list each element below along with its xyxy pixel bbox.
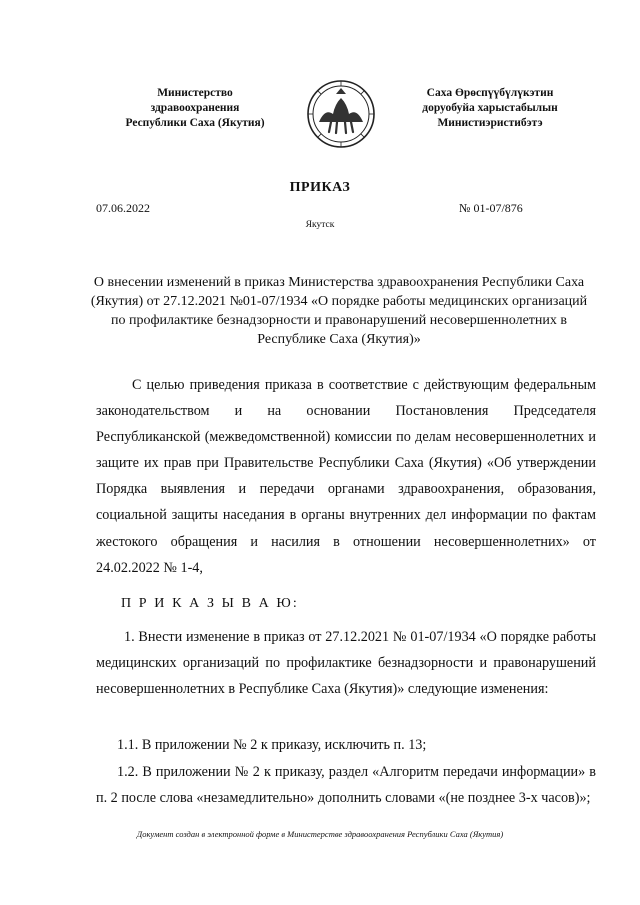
- header-line: Министерство: [157, 87, 233, 99]
- header-line: Республики Саха (Якутия): [125, 117, 265, 129]
- order-date: 07.06.2022: [96, 201, 150, 215]
- coat-of-arms-emblem: [305, 78, 377, 150]
- header-ministry-ru: [110, 86, 280, 131]
- order-city: Якутск: [305, 220, 335, 230]
- preamble-paragraph: С целью приведения приказа в соответствие с действующим федеральным законодательством и на основании Постановления Председателя Республиканской (межведомственной) комиссии по делам несовершеннолетних и защите их прав при Правительстве Республики Саха (Якутия) «Об утверждении Порядка выявления и передачи органами здравоохранения, образования, социальной защиты наседания в органы внутренних дел информации по фактам жестокого обращения и насилия в отношении несовершеннолетних» от 24.02.2022 № 1-4,: [96, 377, 596, 576]
- directive-heading: П Р И К А З Ы В А Ю:: [121, 596, 299, 611]
- header-ministry-sakha: [405, 86, 575, 131]
- header-line: доруобуйа харыстабылын: [422, 102, 558, 114]
- item-1-paragraph: 1. Внести изменение в приказ от 27.12.2021 № 01-07/1934 «О порядке работы медицинских организаций по профилактике безнадзорности и правонарушений несовершеннолетних в Республике Саха (Якутия)» следующие изменения:: [96, 629, 596, 698]
- item-1-1-paragraph: 1.1. В приложении № 2 к приказу, исключить п. 13;: [117, 737, 427, 753]
- header-line: Министиэристибэтэ: [437, 117, 543, 129]
- order-subject: О внесении изменений в приказ Министерства здравоохранения Республики Саха (Якутия) от 27.12.2021 №01-07/1934 «О порядке работы медицинских организаций по профилактике безнадзорности и правонарушений несовершеннолетних в Республике Саха (Якутия)»: [90, 275, 588, 347]
- order-number: № 01-07/876: [459, 201, 523, 215]
- header-line: здравоохранения: [150, 102, 240, 114]
- item-1-2-paragraph: 1.2. В приложении № 2 к приказу, раздел «Алгоритм передачи информации» в п. 2 после слова «незамедлительно» дополнить словами «(не позднее 3-х часов)»;: [96, 764, 596, 807]
- order-title: ПРИКАЗ: [289, 180, 351, 195]
- electronic-document-footer: Документ создан в электронной форме в Министерстве здравоохранения Республики Саха (Якутия): [136, 829, 504, 839]
- header-line: Саха Өрөспүүбүлүкэтин: [426, 87, 554, 99]
